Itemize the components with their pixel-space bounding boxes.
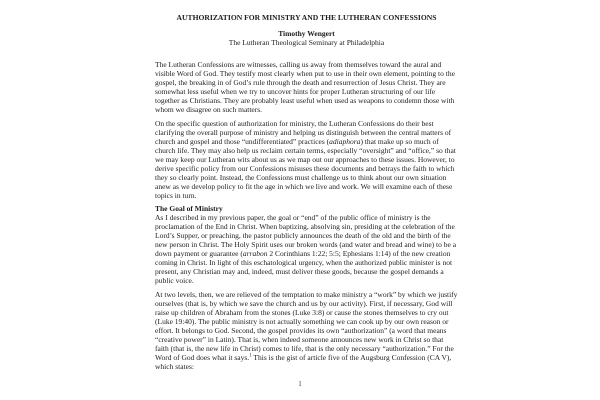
italic-term-arrabon: arrabon	[242, 249, 268, 258]
paragraph-3-text-b: 2 Corinthians 1:22; 5:5; Ephesians 1:14) of the new creation coming in Christ. In light of this eschatological urgency, when the authorized public minister is not present, any Christian may and, indeed, must deliver these goods, because the gospel demands a public voice.	[155, 249, 453, 285]
paragraph-4-text-a: At two levels, then, we are relieved of the temptation to make ministry a “work” by which we justify ourselves (that is, by which we save the church and us by our activity). First, if necessary, God will raise up children of Abraham from the stones (Luke 3:8) or cause the stones themselves to cry out (Luke 19:40). The public ministry is not actually something we can cook up by our own reason or effort. It belongs to God. Second, the gospel provides its own “authorization” (a word that means “creative power” in Latin). That is, when indeed someone announces new work in Christ so that faith (that is, the new life in Christ) comes to life, that is the only necessary “authorization.” For the Word of God does what it says.	[155, 289, 458, 362]
body-text	[155, 60, 458, 371]
paragraph-2	[155, 119, 458, 200]
paragraph-4	[155, 290, 458, 371]
footnote-marker-1: 1	[249, 353, 252, 358]
section-heading-goal-of-ministry: The Goal of Ministry	[155, 204, 223, 213]
paragraph-4-text-b: This is the gist of article five of the Augsburg Confession (CA V), which states:	[155, 352, 452, 371]
paragraph-2-text-a: On the specific question of authorization for ministry, the Lutheran Confessions do their best clarifying the overall purpose of ministry and helping us distinguish between the central matters of church and gospel and those “undifferentiated” practices (	[155, 118, 452, 146]
paragraph-2-text-b: ) that make up so much of church life. They may also help us reclaim certain terms, especially “oversight” and “office,” so that we may keep our Lutheran wits about us as we map out our approaches to these issues. However, to derive specific policy from our Confessions misuses these documents and betrays the faith to which they so clearly point. Instead, the Confessions must challenge us to think about our own situation anew as we develop policy to fit the age in which we live and work. We will examine each of these topics in turn.	[155, 136, 456, 200]
paragraph-3-text-a: As I described in my previous paper, the goal or “end” of the public office of ministry is the proclamation of the End in Christ. When baptizing, absolving sin, presiding at the celebration of the Lord’s Supper, or preaching, the pastor publicly announces the death of the old and the birth of the new person in Christ. The Holy Spirit uses our broken words (and water and bread and wine) to be a down payment or guarantee (	[155, 213, 457, 258]
author-name: Timothy Wengert	[278, 29, 335, 38]
byline	[155, 29, 458, 47]
author-affiliation: The Lutheran Theological Seminary at Philadelphia	[228, 38, 385, 47]
paragraph-1: The Lutheran Confessions are witnesses, calling us away from themselves toward the aural and visible Word of God. They testify most clearly when put to use in their own element, pointing to the gospel, the breaking in of God’s rule through the death and resurrection of Jesus Christ. They are somewhat less useful when we try to uncover hints for proper Lutheran structuring of our life together as Christians. They are probably least useful when used as weapons to condemn those with whom we disagree on such matters.	[155, 60, 455, 114]
italic-term-adiaphora: adiaphora	[329, 136, 361, 146]
paragraph-3	[155, 213, 458, 285]
page-content	[155, 13, 458, 375]
paper-title: AUTHORIZATION FOR MINISTRY AND THE LUTHERAN CONFESSIONS	[176, 13, 437, 22]
page-number: 1	[298, 380, 302, 388]
